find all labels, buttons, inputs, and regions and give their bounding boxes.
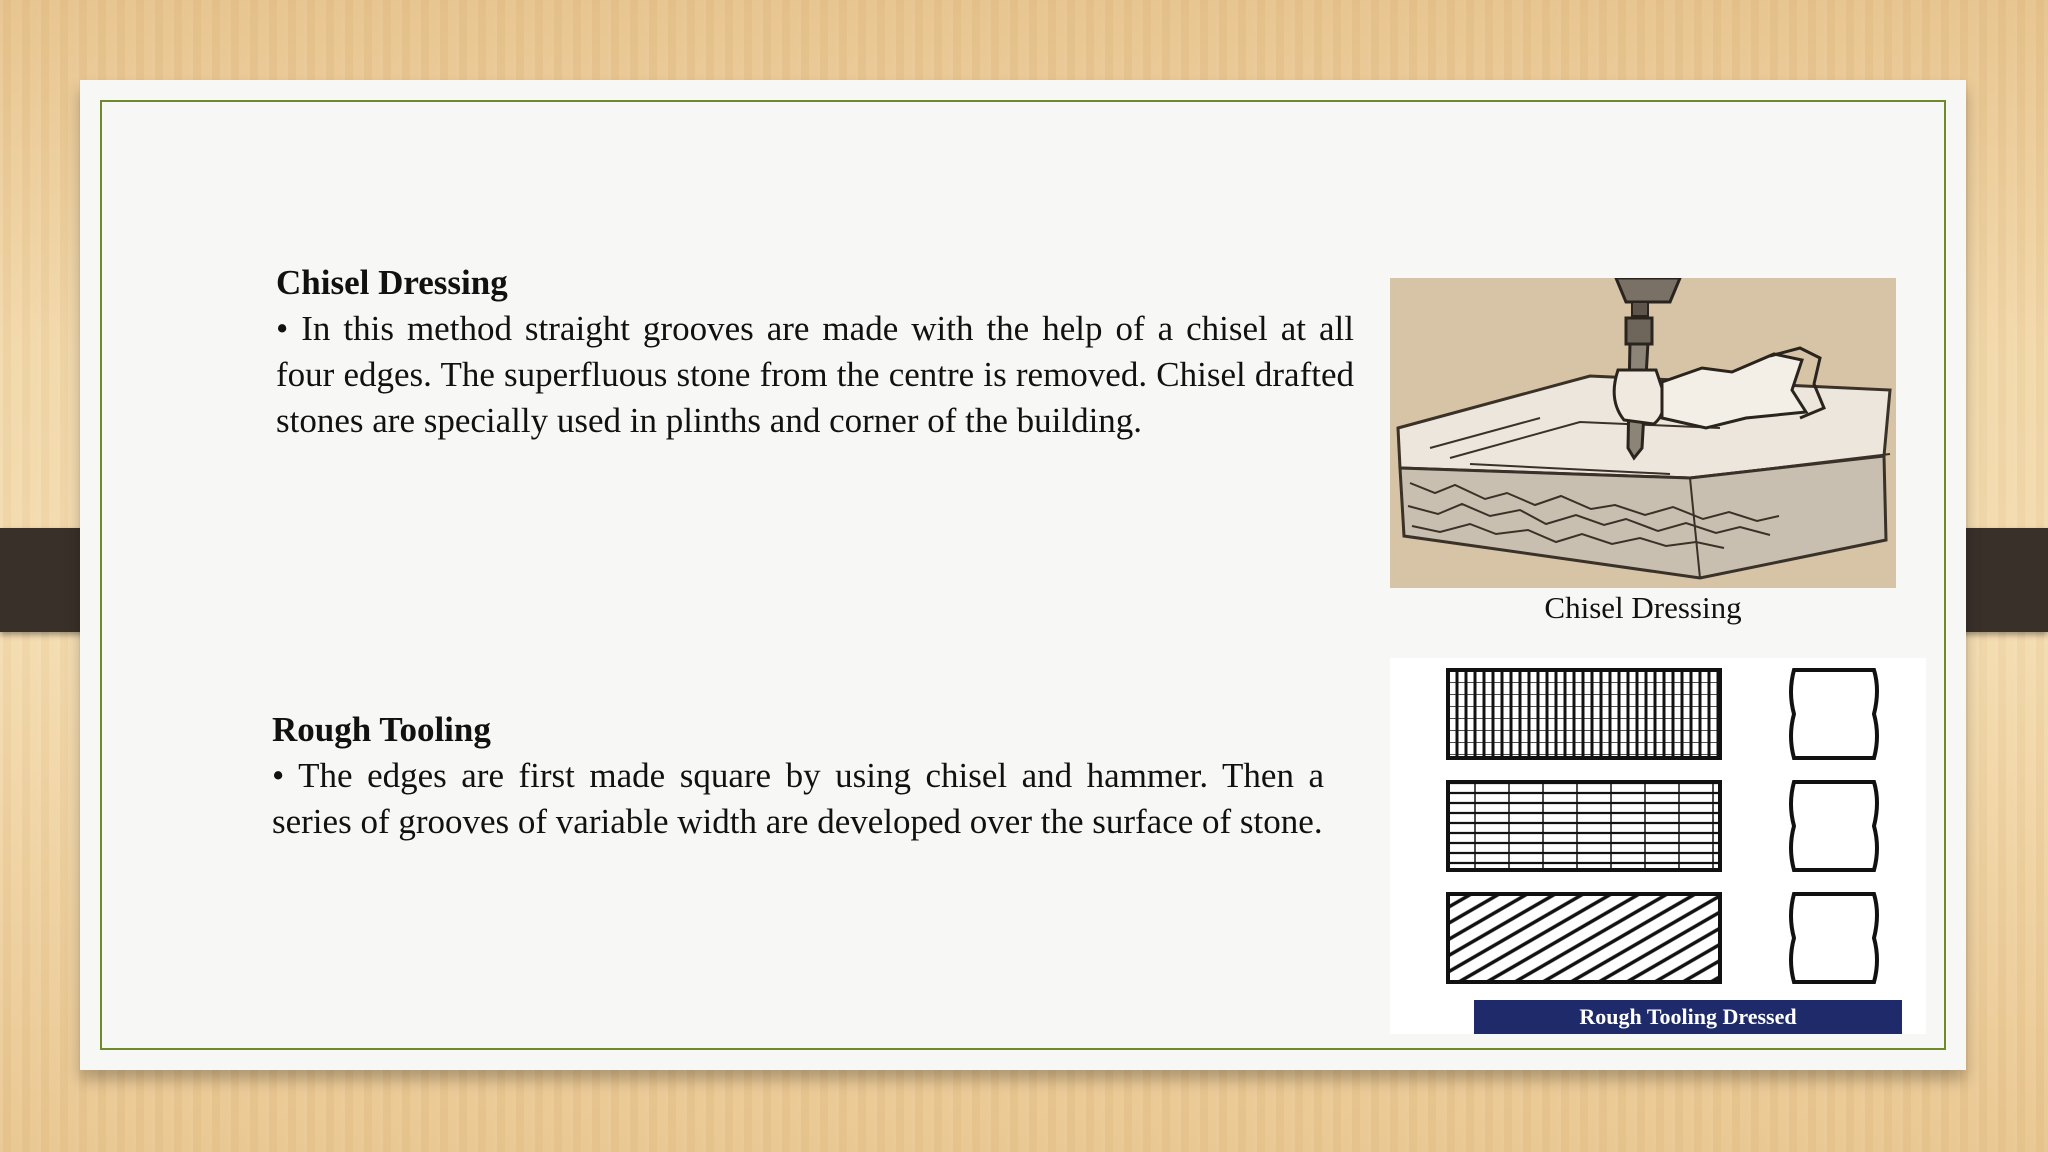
chisel-dressing-heading: Chisel Dressing [276, 263, 508, 302]
chisel-dressing-text: • In this method straight grooves are made with the help of a chisel at all four edges. The superfluous stone from the centre is removed. Chisel drafted stones are specially used in plinths and corner of the building. [276, 309, 1354, 440]
rough-tooling-heading: Rough Tooling [272, 710, 491, 749]
rough-tooling-section [272, 707, 1324, 845]
chisel-stone-illustration-icon [1390, 278, 1896, 588]
tooling-pattern-diagram-icon [1390, 658, 1926, 1034]
slide-paper [80, 80, 1966, 1070]
rough-tooling-text: • The edges are first made square by using chisel and hammer. Then a series of grooves of variable width are developed over the surface of stone. [272, 756, 1324, 841]
chisel-dressing-caption: Chisel Dressing [1544, 590, 1742, 625]
rough-tooling-dressed-label: Rough Tooling Dressed [1474, 1000, 1902, 1034]
chisel-dressing-section [276, 260, 1354, 444]
